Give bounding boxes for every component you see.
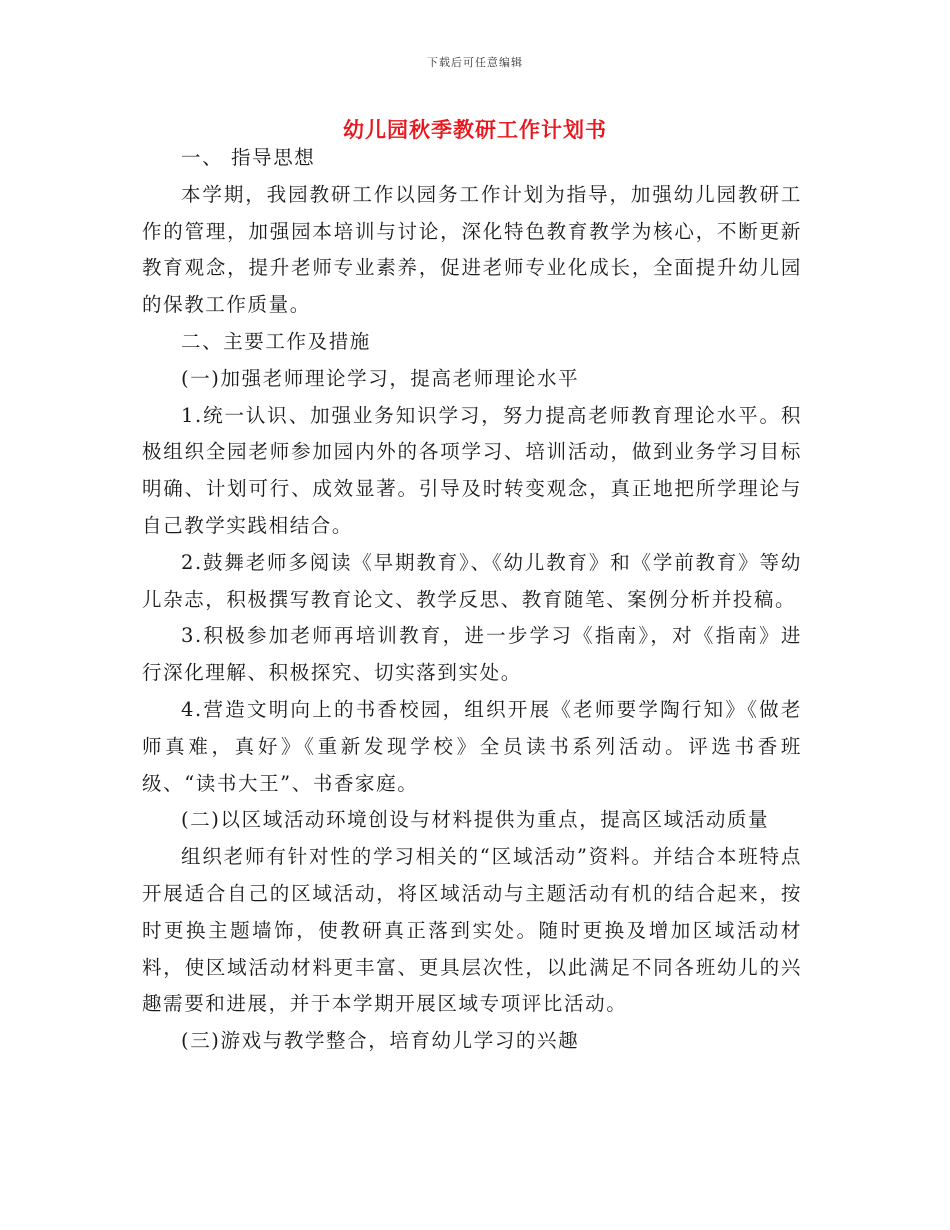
document-title: 幼儿园秋季教研工作计划书 xyxy=(343,117,607,142)
paragraph-guiding-ideology: 本学期，我园教研工作以园务工作计划为指导，加强幼儿园教研工作的管理，加强园本培训与讨论，深化特色教育教学为核心，不断更新教育观念，提升老师专业素养，促进老师专业化成长，全面提升幼儿园的保教工作质量。 xyxy=(142,182,802,317)
paragraph-item-2: 2.鼓舞老师多阅读《早期教育》、《幼儿教育》和《学前教育》等幼儿杂志，积极撰写教育论文、教学反思、教育随笔、案例分析并投稿。 xyxy=(142,550,802,611)
paragraph-item-1: 1.统一认识、加强业务知识学习，努力提高老师教育理论水平。积极组织全园老师参加园内外的各项学习、培训活动，做到业务学习目标明确、计划可行、成效显著。引导及时转变观念，真正地把所学理论与自己教学实践相结合。 xyxy=(142,403,802,537)
paragraph-item-3: 3.积极参加老师再培训教育，进一步学习《指南》，对《指南》进行深化理解、积极探究、切实落到实处。 xyxy=(142,624,802,685)
document-body xyxy=(142,140,802,1060)
section-heading-main-work: 二、主要工作及措施 xyxy=(181,329,371,353)
subsection-heading-area-activities: (二)以区域活动环境创设与材料提供为重点，提高区域活动质量 xyxy=(181,808,770,832)
subsection-heading-theory-study: (一)加强老师理论学习，提高老师理论水平 xyxy=(181,366,580,390)
section-heading-guiding-ideology: 一、 指导思想 xyxy=(181,146,316,169)
header-note: 下载后可任意编辑 xyxy=(427,56,523,69)
paragraph-item-4: 4.营造文明向上的书香校园，组织开展《老师要学陶行知》《做老师真难，真好》《重新发现学校》全员读书系列活动。评选书香班级、“读书大王”、书香家庭。 xyxy=(142,697,802,795)
paragraph-area-activities: 组织老师有针对性的学习相关的“区域活动”资料。并结合本班特点开展适合自己的区域活动，将区域活动与主题活动有机的结合起来，按时更换主题墙饰，使教研真正落到实处。随时更换及增加区域活动材料，使区域活动材料更丰富、更具层次性，以此满足不同各班幼儿的兴趣需要和进展，并于本学期开展区域专项评比活动。 xyxy=(142,845,802,1016)
subsection-heading-games-teaching: (三)游戏与教学整合，培育幼儿学习的兴趣 xyxy=(181,1029,580,1053)
